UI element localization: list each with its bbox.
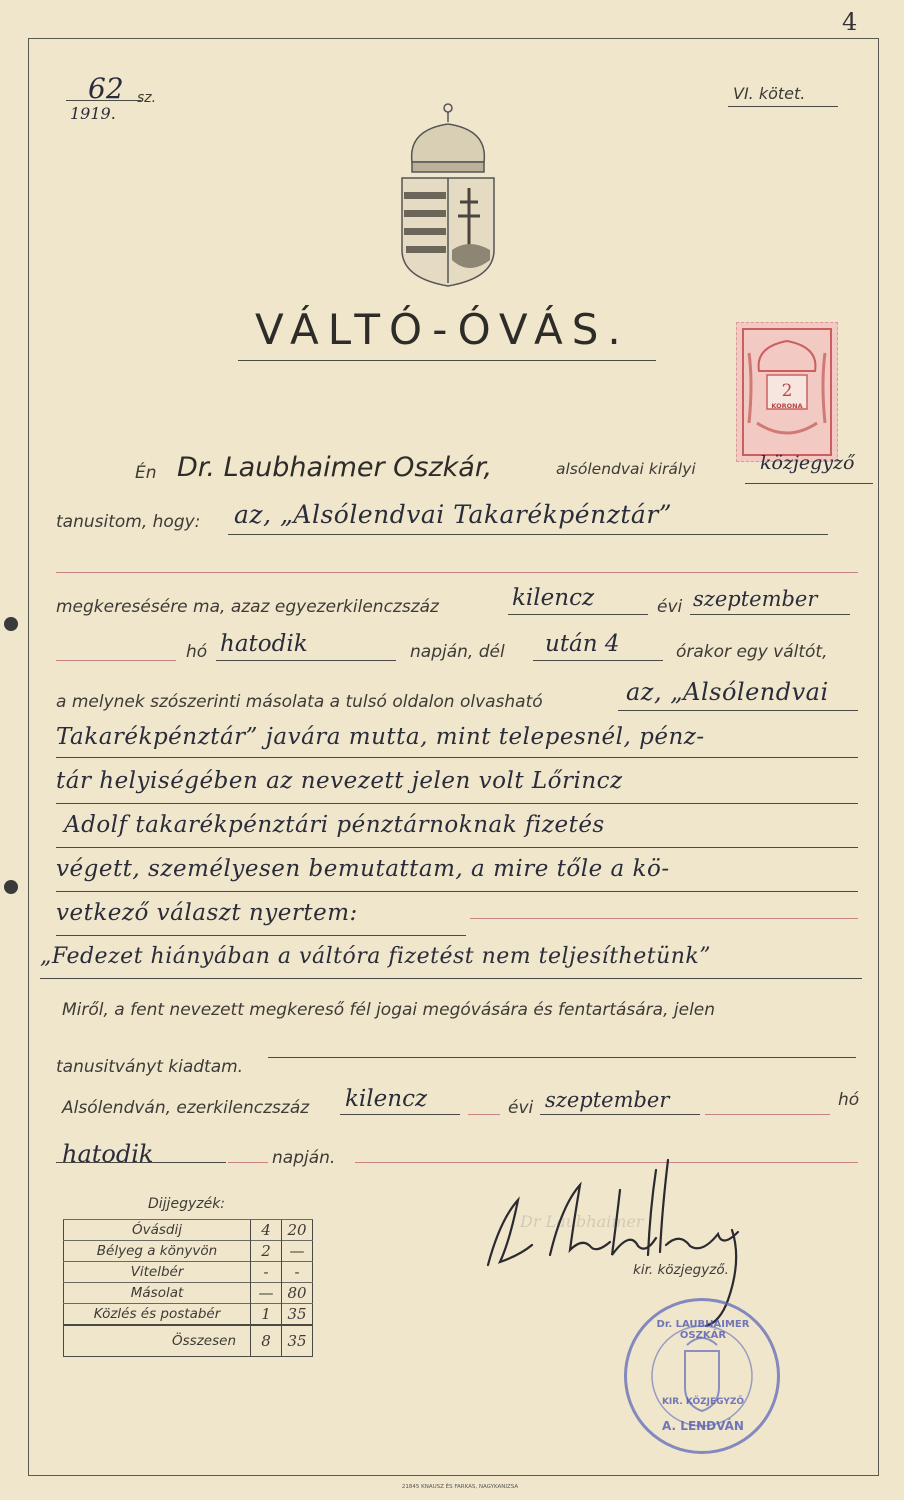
request-time: után 4 (545, 631, 620, 657)
tax-stamp (736, 322, 838, 462)
fee-label: Óvásdij (64, 1220, 251, 1241)
registry-year: 1919. (70, 104, 116, 123)
requester-name: az, „Alsólendvai Takarékpénztár” (234, 500, 673, 529)
seal-middle-text: KIR. KÖZJEGYZŐ (661, 1397, 745, 1407)
fee-label: Közlés és postabér (64, 1304, 251, 1326)
signature-caption: kir. közjegyző. (633, 1262, 729, 1278)
date-day: hatodik (62, 1140, 154, 1168)
hand-line-3: Adolf takarékpénztári pénztárnoknak fizetés (64, 812, 605, 838)
fees-table (63, 1219, 313, 1357)
evi-label: évi (657, 597, 683, 617)
date-napjan-label: napján. (272, 1148, 336, 1168)
fee-korona: 1 (251, 1304, 282, 1326)
fee-label: Bélyeg a könyvön (64, 1241, 251, 1262)
fee-filler: 80 (282, 1283, 313, 1304)
closing-statement-2: tanusitványt kiadtam. (56, 1057, 244, 1077)
date-month: szeptember (545, 1088, 670, 1112)
date-ho-label: hó (838, 1090, 860, 1110)
request-day: hatodik (220, 631, 308, 657)
volume-label: VI. kötet. (733, 84, 806, 103)
date-evi-label: évi (508, 1098, 534, 1118)
hand-line-4: végett, személyesen bemutattam, a mire tőle a kö- (56, 856, 670, 882)
printer-imprint: 21845 KNAUSZ ÉS FARKAS, NAGYKANIZSA (401, 1484, 519, 1490)
fee-total-row (64, 1325, 313, 1357)
fee-row (64, 1283, 313, 1304)
page-number: 4 (842, 8, 858, 36)
hungarian-coat-of-arms-icon (398, 100, 498, 290)
seal-top-text: Dr. LAUBHAIMER OSZKÁR (656, 1319, 750, 1341)
request-year: kilencz (512, 585, 595, 611)
fee-filler: — (282, 1241, 313, 1262)
tax-stamp-unit: KORONA (771, 402, 803, 410)
fee-korona: - (251, 1262, 282, 1283)
seal-bottom-text: A. LENDVÁN (662, 1419, 744, 1433)
notary-seal (624, 1298, 780, 1454)
notary-name: Dr. Laubhaimer Oszkár, (177, 452, 493, 483)
tanusitom-label: tanusitom, hogy: (56, 512, 201, 532)
signature-text: Dr Laubhaimer (520, 1212, 644, 1231)
intro-en: Én (135, 463, 157, 483)
date-year: kilencz (345, 1086, 428, 1112)
date-place-intro: Alsólendván, ezerkilenczszáz (62, 1098, 310, 1118)
closing-statement: Miről, a fent nevezett megkereső fél jogai megóvására és fentartására, jelen (62, 1000, 716, 1020)
napjan-del-label: napján, dél (410, 642, 505, 662)
fee-filler: 35 (282, 1304, 313, 1326)
binding-hole-top (4, 617, 18, 631)
fee-label: Vitelbér (64, 1262, 251, 1283)
hand-line-1: Takarékpénztár” javára mutta, mint telepesnél, pénz- (56, 724, 705, 750)
fee-total-label: Összesen (64, 1325, 251, 1357)
hand-line-5: vetkező választ nyertem: (56, 900, 358, 926)
request-date-intro: megkeresésére ma, azaz egyezerkilenczszáz (56, 597, 439, 617)
fee-filler: 20 (282, 1220, 313, 1241)
notary-place: alsólendvai királyi (556, 460, 696, 478)
registry-sz-label: sz. (137, 90, 157, 106)
tax-stamp-value: 2 (781, 381, 793, 401)
fee-row (64, 1262, 313, 1283)
notary-role: közjegyző (760, 452, 855, 474)
orakor-label: órakor egy váltót, (676, 642, 828, 662)
fees-heading: Dijjegyzék: (148, 1196, 226, 1212)
binding-hole-bottom (4, 880, 18, 894)
request-month: szeptember (693, 587, 818, 611)
hand-line-6: „Fedezet hiányában a váltóra fizetést nem teljesíthetünk” (40, 944, 711, 969)
registry-number: 62 (88, 72, 124, 105)
fee-korona: — (251, 1283, 282, 1304)
fee-filler: - (282, 1262, 313, 1283)
hand-line-2: tár helyiségében az nevezett jelen volt Lőrincz (56, 768, 623, 794)
hand-line-0: az, „Alsólendvai (626, 678, 829, 706)
fee-korona: 2 (251, 1241, 282, 1262)
fee-row (64, 1220, 313, 1241)
copy-reference: a melynek szószerinti másolata a tulsó oldalon olvasható (56, 692, 543, 712)
document-title: VÁLTÓ-ÓVÁS. (255, 305, 630, 354)
fee-row (64, 1304, 313, 1326)
ho-label: hó (186, 642, 208, 662)
fee-korona: 4 (251, 1220, 282, 1241)
fee-total-filler: 35 (282, 1325, 313, 1357)
fee-total-korona: 8 (251, 1325, 282, 1357)
fee-row (64, 1241, 313, 1262)
fee-label: Másolat (64, 1283, 251, 1304)
